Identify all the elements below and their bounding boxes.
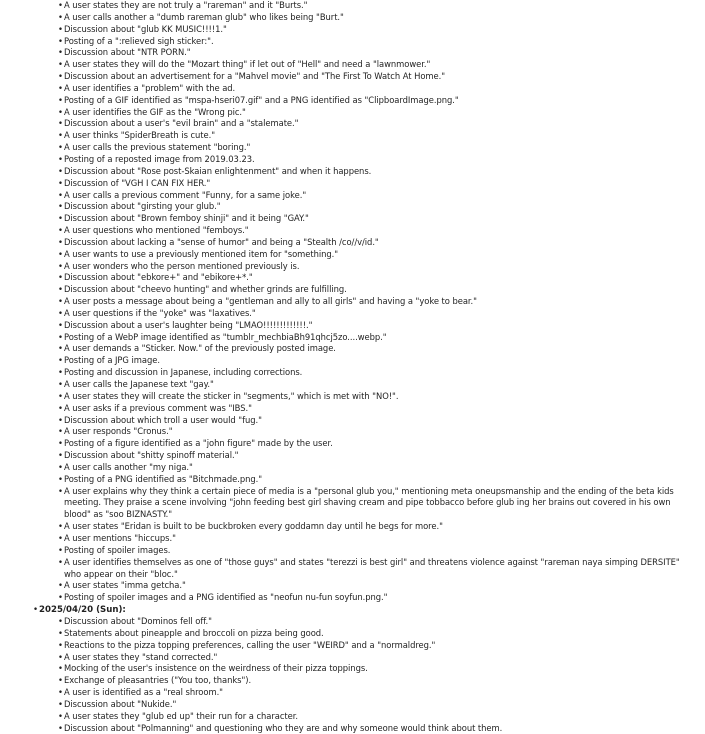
summary-item: • Posting of spoiler images and a PNG identified as "neofun nu-fun soyfun.png." bbox=[64, 592, 697, 604]
summary-item: • Posting of a PNG identified as "Bitchmade.png." bbox=[64, 474, 697, 486]
summary-item: • Discussion about "ebkore+" and "ebikore+*." bbox=[64, 272, 697, 284]
summary-list bbox=[0, 616, 705, 734]
summary-item: • A user calls the Japanese text "gay." bbox=[64, 379, 697, 391]
summary-item: • A user demands a "Sticker. Now." of the previously posted image. bbox=[64, 343, 697, 355]
summary-item: • Posting of a figure identified as a "john figure" made by the user. bbox=[64, 438, 697, 450]
summary-item: • Discussion about "cheevo hunting" and whether grinds are fulfilling. bbox=[64, 284, 697, 296]
summary-item: • A user states they will create the sticker in "segments," which is met with "NO!". bbox=[64, 391, 697, 403]
summary-item: • A user states they will do the "Mozart thing" if let out of "Hell" and need a "lawnmower." bbox=[64, 59, 697, 71]
summary-item: • Posting of a JPG image. bbox=[64, 355, 697, 367]
summary-item: • Posting of a GIF identified as "mspa-hseri07.gif" and a PNG identified as "ClipboardImage.png." bbox=[64, 95, 697, 107]
summary-item: • A user mentions "hiccups." bbox=[64, 533, 697, 545]
summary-item: • Discussion about "shitty spinoff material." bbox=[64, 450, 697, 462]
summary-item: • A user states "Eridan is built to be buckbroken every goddamn day until he begs for more." bbox=[64, 521, 697, 533]
summary-item: • Discussion about which troll a user would "fug." bbox=[64, 415, 697, 427]
summary-item: • Posting of a reposted image from 2019.03.23. bbox=[64, 154, 697, 166]
summary-item: • Exchange of pleasantries ("You too, thanks"). bbox=[64, 675, 697, 687]
summary-item: • Discussion about an advertisement for a "Mahvel movie" and "The First To Watch At Home." bbox=[64, 71, 697, 83]
summary-item: • A user explains why they think a certain piece of media is a "personal glub you," mentioning meta oneupsmanship and the ending of the beta kids meeting. They praise a scene involving "john feeding best girl shaving cream and pipe tobbacco before glub ing her brains out covered in his own blood" as "soo BIZNASTY." bbox=[64, 486, 697, 522]
summary-item: • A user identifies themselves as one of "those guys" and states "terezzi is best girl" and threatens violence against "rareman naya simping DERSITE" who appear on their "bloc." bbox=[64, 557, 697, 581]
summary-item: • Statements about pineapple and broccoli on pizza being good. bbox=[64, 628, 697, 640]
summary-item: • A user states "imma getcha." bbox=[64, 580, 697, 592]
summary-item: • A user wonders who the person mentioned previously is. bbox=[64, 261, 697, 273]
summary-item: • A user asks if a previous comment was "IBS." bbox=[64, 403, 697, 415]
summary-item: • Discussion about "Rose post-Skaian enlightenment" and when it happens. bbox=[64, 166, 697, 178]
summary-item: • Discussion about "Polmanning" and questioning who they are and why someone would think about them. bbox=[64, 723, 697, 734]
summary-item: • Discussion about "girsting your glub." bbox=[64, 201, 697, 213]
summary-item: • A user calls the previous statement "boring." bbox=[64, 142, 697, 154]
summary-item: • A user posts a message about being a "gentleman and ally to all girls" and having a "yoke to bear." bbox=[64, 296, 697, 308]
summary-item: • Discussion about "Nukide." bbox=[64, 699, 697, 711]
summary-item: • A user calls another "my niga." bbox=[64, 462, 697, 474]
day-header: • 2025/04/20 (Sun): bbox=[0, 604, 705, 616]
summary-item: • A user questions if the "yoke" was "laxatives." bbox=[64, 308, 697, 320]
summary-item: • A user thinks "SpiderBreath is cute." bbox=[64, 130, 697, 142]
summary-item: • A user calls another a "dumb rareman glub" who likes being "Burt." bbox=[64, 12, 697, 24]
summary-item: • A user calls a previous comment "Funny, for a same joke." bbox=[64, 190, 697, 202]
summary-item: • Posting of a ":relieved sigh sticker:". bbox=[64, 36, 697, 48]
summary-item: • Posting of a WebP image identified as "tumblr_mechbiaBh91qhcj5zo....webp." bbox=[64, 332, 697, 344]
summary-item: • A user questions who mentioned "femboys." bbox=[64, 225, 697, 237]
summary-item: • Mocking of the user's insistence on the weirdness of their pizza toppings. bbox=[64, 663, 697, 675]
summary-item: • A user is identified as a "real shroom." bbox=[64, 687, 697, 699]
summary-item: • Reactions to the pizza topping preferences, calling the user "WEIRD" and a "normaldreg." bbox=[64, 640, 697, 652]
summary-item: • A user identifies the GIF as the "Wrong pic." bbox=[64, 107, 697, 119]
summary-item: • Discussion about a user's laughter being "LMAO!!!!!!!!!!!!!." bbox=[64, 320, 697, 332]
day-entry bbox=[0, 604, 705, 734]
summary-item: • Discussion about "NTR PORN." bbox=[64, 47, 697, 59]
summary-item: • Discussion about lacking a "sense of humor" and being a "Stealth /co//v/id." bbox=[64, 237, 697, 249]
summary-item: • Discussion about a user's "evil brain" and a "stalemate." bbox=[64, 118, 697, 130]
summary-item: • A user wants to use a previously mentioned item for "something." bbox=[64, 249, 697, 261]
summary-item: • Discussion about "Dominos fell off." bbox=[64, 616, 697, 628]
summary-item: • A user states they "glub ed up" their run for a character. bbox=[64, 711, 697, 723]
summary-item: • Discussion of "VGH I CAN FIX HER." bbox=[64, 178, 697, 190]
summary-item: • Discussion about "glub KK MUSIC!!!!1." bbox=[64, 24, 697, 36]
summary-item: • A user states they "stand corrected." bbox=[64, 652, 697, 664]
summary-item: • Posting and discussion in Japanese, including corrections. bbox=[64, 367, 697, 379]
summary-item: • Discussion about "Brown femboy shinji" and it being "GAY." bbox=[64, 213, 697, 225]
summary-item: • Posting of spoiler images. bbox=[64, 545, 697, 557]
summary-item: • A user responds "Cronus." bbox=[64, 426, 697, 438]
summary-item: • A user identifies a "problem" with the ad. bbox=[64, 83, 697, 95]
summary-item: • A user states they are not truly a "rareman" and it "Burts." bbox=[64, 0, 697, 12]
